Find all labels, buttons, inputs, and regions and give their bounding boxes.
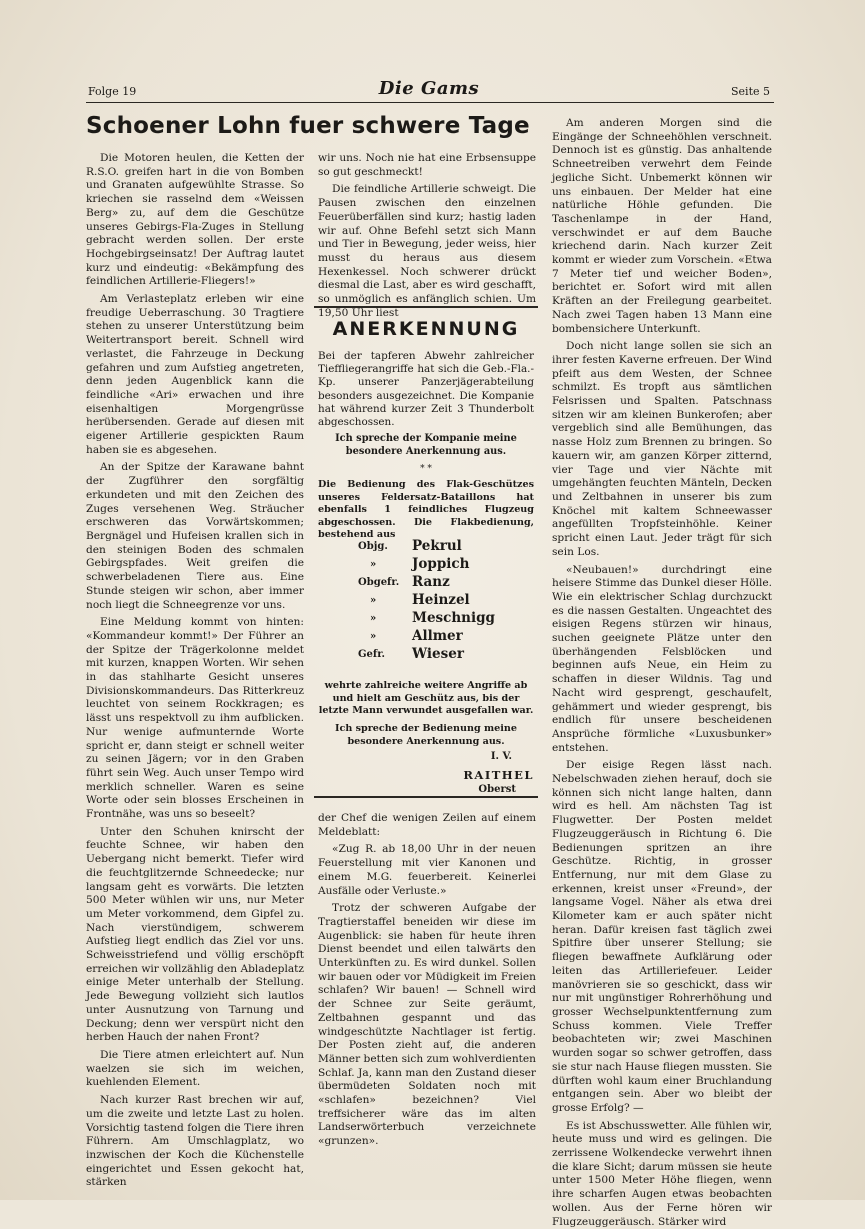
issue-number: Folge 19: [88, 85, 137, 98]
box-recognition-statement: Ich spreche der Kompanie meine besondere Anerkennung aus.: [335, 433, 517, 457]
signer-rank: Oberst: [478, 784, 516, 795]
list-item: [358, 538, 538, 556]
paragraph: Trotz der schweren Aufgabe der Tragtierstaffel beneiden wir diese im Augenblick: sie haben für heute ihren Dienst beendet und eilen talwärts den Unterkünften zu. Es wird dunkel. Sollen wir bauen oder vor Müdigkeit im Freien schlafen? Wir bauen! — Schnell wird der Schnee zur Seite geräumt, Zeltbahnen gespannt und das windgeschützte Nachtlager ist fertig. Der Posten zieht auf, die anderen Männer betten sich zum wohlverdienten Schlaf. Ja, kann man den Zustand dieser übermüdeten Soldaten noch mit «schlafen» bezeichnen? Viel treffsicherer wäre das im alten Landserwörterbuch verzeichnete «grunzen».: [318, 902, 536, 1148]
box-crew-intro: Die Bedienung des Flak-Geschützes unseres Feldersatz-Bataillons hat ebenfalls 1 feindliches Flugzeug abgeschossen. Die Flakbedienung, bestehend aus: [318, 479, 534, 541]
article-column-3: [552, 117, 772, 1228]
crew-rank: »: [370, 613, 377, 624]
crew-rank: »: [370, 559, 377, 570]
box-separator-stars: * *: [420, 464, 432, 474]
paragraph: Am anderen Morgen sind die Eingänge der Schneehöhlen verschneit. Dennoch ist es günstig. Das anhaltende Schneetreiben verwehrt dem Feinde jegliche Sicht. Unbemerkt können wir uns einbauen. Der Melder hat eine natürliche Höhle gefunden. Die Taschenlampe in der Hand, verschwindet er auf dem Bauche kriechend darin. Nach kurzer Zeit kommt er wieder zum Vorschein. «Etwa 7 Meter tief und weicher Boden», berichtet er. Sofort wird mit allen Kräften an der Freilegung gearbeitet. Nach zwei Tagen haben 13 Mann eine bombensichere Unterkunft.: [552, 117, 772, 335]
crew-rank: »: [370, 595, 377, 606]
crew-rank: Obgefr.: [358, 577, 400, 588]
list-item: [358, 610, 538, 628]
crew-name: Ranz: [412, 574, 450, 590]
page-number: Seite 5: [731, 85, 770, 98]
crew-rank: »: [370, 631, 377, 642]
paragraph: «Neubauen!» durchdringt eine heisere Stimme das Dunkel dieser Hölle. Wie ein elektrischer Schlag durchzuckt es die nassen Gestalten. Ungeachtet des eisigen Regens stürzen wir hinaus, suchen geeignete Plätze unter den überhängenden Felsblöcken und beginnen aufs Neue, ein Heim zu schaffen in dieser Wildnis. Tag und Nacht wird gesprengt, geschaufelt, gehämmert und wieder gesprengt, bis endlich für unsere bescheidenen Ansprüche förmliche «Luxusbunker» entstehen.: [552, 563, 772, 754]
crew-name: Allmer: [412, 628, 463, 644]
article-column-2-top: [318, 152, 536, 319]
list-item: [358, 556, 538, 574]
header-rule: [86, 102, 774, 103]
paragraph: Die Motoren heulen, die Ketten der R.S.O. greifen hart in die von Bomben und Granaten aufgewühlte Strasse. So kriechen sie rasselnd dem «Weissen Berg» zu, auf dem die Geschütze unseres Gebirgs-Fla-Zuges in Stellung gebracht werden sollen. Der erste Hochgebirgseinsatz! Der Auftrag lautet kurz und eindeutig: «Bekämpfung des feindlichen Artillerie-Fliegers!»: [86, 152, 304, 288]
crew-name: Meschnigg: [412, 610, 495, 626]
page-header: [86, 78, 772, 104]
list-item: [358, 628, 538, 646]
recognition-box: [314, 306, 538, 798]
paragraph: An der Spitze der Karawane bahnt der Zugführer den sorgfältig erkundeten und mit den Zeichen des Zuges versehenen Weg. Sträucher erschweren das Vorwärtskommen; Bergnägel und Hufeisen krallen sich in den steinigen Boden des schmalen Gebirgspfades. Weit greifen die schwerbeladenen Tiere aus. Eine Stunde steigen wir schon, aber immer noch liegt die Schneegrenze vor uns.: [86, 461, 304, 611]
crew-rank: Gefr.: [358, 649, 386, 660]
signature-iv: I. V.: [490, 751, 512, 762]
article-column-2-bottom: [318, 812, 536, 1148]
paragraph: der Chef die wenigen Zeilen auf einem Meldeblatt:: [318, 812, 536, 838]
paragraph: Doch nicht lange sollen sie sich an ihrer festen Kaverne erfreuen. Der Wind pfeift aus dem Westen, der Schnee schmilzt. Es tropft aus sämtlichen Felsrissen und Spalten. Patschnass sitzen wir am kleinen Bunkerofen; aber vergeblich sind alle Bemühungen, das nasse Holz zum Brennen zu bringen. So kauern wir, am ganzen Körper zitternd, vier Tage und vier Nächte mit umgehängten feuchten Mänteln, Decken und Zeltbahnen in unserer bis zum Knöchel mit kaltem Schneewasser angefüllten Tropfsteinhöhle. Keiner spricht einen Laut. Jeder trägt für sich sein Los.: [552, 340, 772, 558]
paragraph: Es ist Abschusswetter. Alle fühlen wir, heute muss und wird es gelingen. Die zerrissene Wolkendecke verwehrt ihnen die klare Sicht; darum müssen sie heute unter 1500 Meter Höhe fliegen, wenn ihre scharfen Augen etwas beobachten wollen. Aus der Ferne hören wir Flugzeuggeräusch. Stärker wird: [552, 1119, 772, 1228]
list-item: [358, 574, 538, 592]
article-headline: Schoener Lohn fuer schwere Tage: [86, 113, 530, 139]
box-intro-text: Bei der tapferen Abwehr zahlreicher Tieffliegerangriffe hat sich die Geb.-Fla.-Kp. unserer Panzerjägerabteilung besonders ausgezeichnet. Die Kompanie hat während kurzer Zeit 3 Thunderbolt abgeschossen.: [318, 350, 534, 429]
paragraph: «Zug R. ab 18,00 Uhr in der neuen Feuerstellung mit vier Kanonen und einem M.G. feuerbereit. Keinerlei Ausfälle oder Verluste.»: [318, 843, 536, 897]
crew-name: Joppich: [412, 556, 470, 572]
paragraph: Der eisige Regen lässt nach. Nebelschwaden ziehen herauf, doch sie können sich nicht lange halten, dann wird es hell. Am nächsten Tag ist Flugwetter. Der Posten meldet Flugzeuggeräusch in Richtung 6. Die Bedienungen spritzen an ihre Geschütze. Richtig, in grosser Entfernung, nur mit dem Glase zu erkennen, kreist unser «Freund», der langsame Vogel. Näher als etwa drei Kilometer kam er auch später nicht heran. Dafür kreisen fast täglich zwei Spitfire über unserer Stellung; sie fliegen bewaffnete Aufklärung oder leiten das Artilleriefeuer. Leider manövrieren sie so geschickt, dass wir nur mit ungünstiger Rohrerhöhung und grosser Wechselpunktentfernung zum Schuss kommen. Viele Treffer beobachteten wir; zwei Maschinen wurden sogar so schwer getroffen, dass sie stur nach Hause fliegen mussten. Sie dürften wohl kaum einer Bruchlandung entgangen sein. Aber wo bleibt der grosse Erfolg? —: [552, 759, 772, 1114]
crew-name: Wieser: [412, 646, 464, 662]
article-column-1: [86, 152, 304, 1189]
list-item: [358, 592, 538, 610]
list-item: [358, 646, 538, 664]
box-title: ANERKENNUNG: [332, 318, 520, 340]
box-crew-recognition: Ich spreche der Bedienung meine besondere Anerkennung aus.: [334, 723, 517, 747]
paragraph: Unter den Schuhen knirscht der feuchte Schnee, wir haben den Uebergang nicht bemerkt. Tiefer wird die feuchtglitzernde Schneedecke; nur langsam geht es vorwärts. Die letzten 500 Meter wühlen wir uns, nur Meter um Meter vorkommend, dem Gipfel zu. Nach vierstündigem, schwerem Aufstieg liegt endlich das Ziel vor uns. Schweisstriefend und völlig erschöpft erreichen wir vollzählig den Abladeplatz einige Meter unterhalb der Stellung. Jede Bewegung vollzieht sich lautlos unter Ausnutzung von Tarnung und Deckung; denn wer verspürt nicht den herben Hauch der nahen Front?: [86, 825, 304, 1044]
crew-name: Pekrul: [412, 538, 462, 554]
crew-rank: Objg.: [358, 541, 388, 552]
masthead-title: Die Gams: [378, 78, 480, 99]
paragraph: Nach kurzer Rast brechen wir auf, um die zweite und letzte Last zu holen. Vorsichtig tastend folgen die Tiere ihren Führern. Am Umschlagplatz, wo inzwischen der Koch die Küchenstelle eingerichtet und Essen gekocht hat, stärken: [86, 1094, 304, 1189]
paragraph: wir uns. Noch nie hat eine Erbsensuppe so gut geschmeckt!: [318, 152, 536, 178]
box-bottom-rule: [314, 796, 538, 798]
paragraph: Eine Meldung kommt von hinten: «Kommandeur kommt!» Der Führer an der Spitze der Trägerkolonne meldet mit kurzen, knappen Worten. Wir sehen in das stahlharte Gesicht unseres Divisionskommandeurs. Das Ritterkreuz leuchtet von seinem Rockkragen; es lässt uns respektvoll zu ihm aufblicken. Nur wenige aufmunternde Worte spricht er, dann steigt er schnell weiter zu seinen Jägern; vor in den Graben führt sein Weg. Auch unser Tempo wird merklich schneller. Waren es seine Worte oder sein blosses Erscheinen in Frontnähe, was uns so beseelt?: [86, 616, 304, 821]
crew-list: [358, 538, 538, 664]
crew-name: Heinzel: [412, 592, 470, 608]
paragraph: Am Verlasteplatz erleben wir eine freudige Ueberraschung. 30 Tragtiere stehen zu unserer Unterstützung beim Weitertransport bereit. Schnell wird verlastet, die Fahrzeuge in Deckung gefahren und zum Aufstieg angetreten, denn jeden Augenblick kann die feindliche «Ari» erwachen und ihre eisenhaltigen Morgengrüsse herübersenden. Gerade auf diesen mit eigener Artillerie gespickten Raum haben sie es abgesehen.: [86, 293, 304, 456]
paragraph: Die feindliche Artillerie schweigt. Die Pausen zwischen den einzelnen Feuerüberfällen sind kurz; hastig laden wir auf. Ohne Befehl setzt sich Mann und Tier in Bewegung, jeder weiss, hier musst du heraus aus diesem Hexenkessel. Noch schwerer drückt diesmal die Last, aber es wird geschafft, so unmöglich es anfänglich schien. Um 19,50 Uhr liest: [318, 183, 536, 319]
paragraph: Die Tiere atmen erleichtert auf. Nun waelzen sie sich im weichen, kuehlenden Element.: [86, 1049, 304, 1089]
box-crew-deed: wehrte zahlreiche weitere Angriffe ab und hielt am Geschütz aus, bis der letzte Mann verwundet ausgefallen war.: [318, 680, 534, 717]
signer-name: RAITHEL: [463, 768, 534, 782]
box-top-rule: [314, 306, 538, 308]
